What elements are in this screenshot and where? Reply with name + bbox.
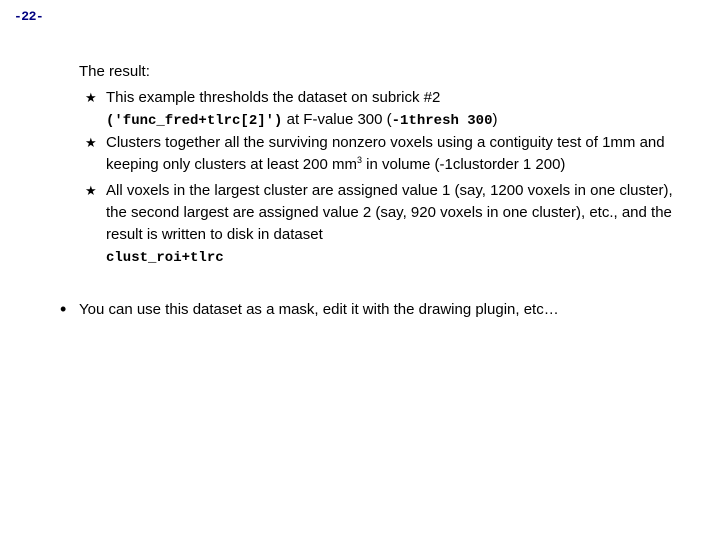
intro-text: The result: [79,63,150,80]
main-bullet-text: You can use this dataset as a mask, edit it with the drawing plugin, etc… [79,301,559,318]
dot-icon: • [60,299,67,319]
result-list [79,87,679,269]
star-icon: ★ [85,90,97,105]
star-icon: ★ [85,135,97,150]
item-text: This example thresholds the dataset on subrick #2 [106,89,441,106]
main-bullet-item [60,299,719,321]
page-number: -22- [14,9,44,24]
item-code: ('func_fred+tlrc[2]') [106,113,283,129]
list-item [79,132,679,176]
result-section [79,61,679,269]
list-item [79,180,679,269]
item-text: Clusters together all the surviving nonzero voxels using a contiguity test of 1mm and keeping only clusters at least 200 mm [106,134,665,173]
star-icon: ★ [85,183,97,198]
superscript: 3 [356,155,362,165]
item-text: in volume (-1clustorder 1 200) [361,156,566,173]
item-code: -1thresh 300 [391,113,493,129]
item-text: All voxels in the largest cluster are assigned value 1 (say, 1200 voxels in one cluster), the second largest are assigned value 2 (say, 920 voxels in one cluster), etc., and the result is written to disk in dataset [106,182,673,243]
item-text: ) [492,111,498,128]
item-text: at F-value 300 ( [282,111,392,128]
item-code: clust_roi+tlrc [106,250,224,266]
list-item [79,87,679,132]
